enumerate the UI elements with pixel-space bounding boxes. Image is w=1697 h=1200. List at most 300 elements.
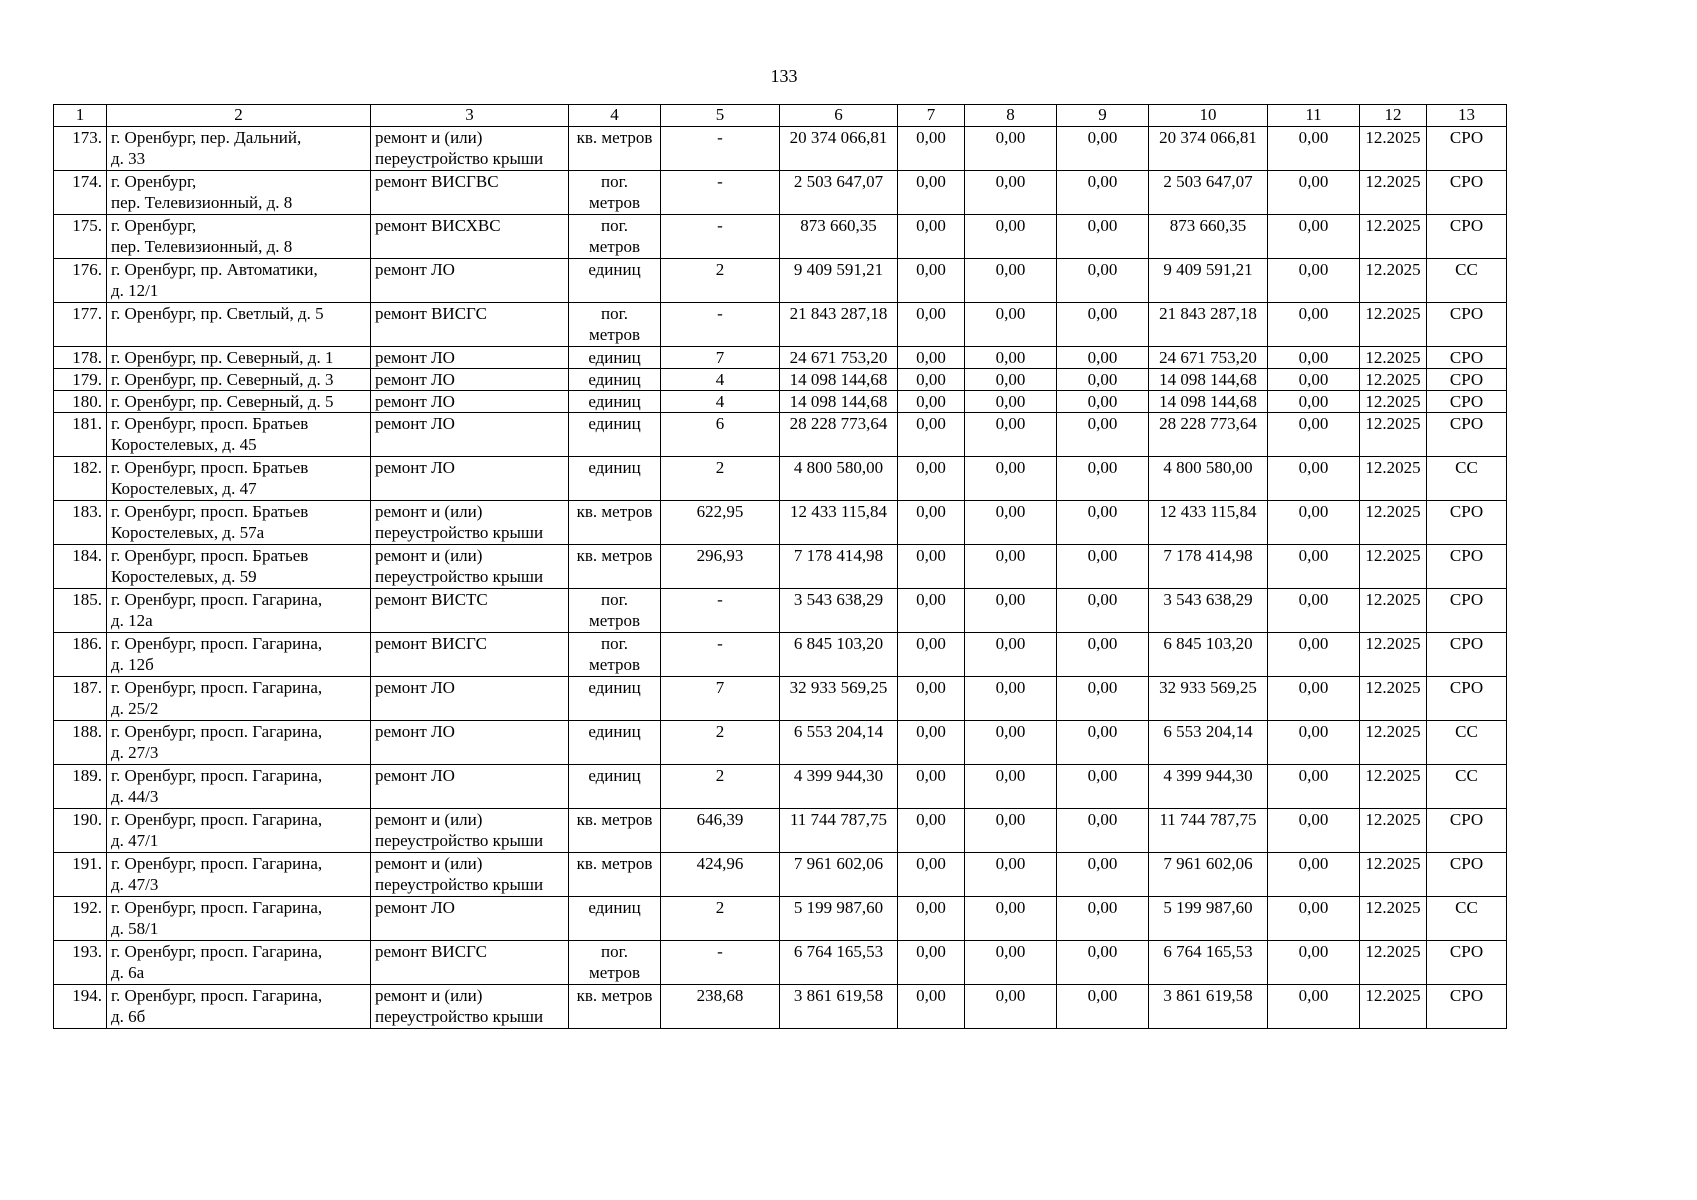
table-row xyxy=(54,501,1507,545)
work-type-cell: ремонт ВИСГС xyxy=(371,303,569,347)
value-cell: 0,00 xyxy=(1057,127,1149,171)
value-cell: 0,00 xyxy=(965,127,1057,171)
value-cell: 14 098 144,68 xyxy=(1149,391,1268,413)
work-type-cell: ремонт ЛО xyxy=(371,369,569,391)
address-cell: г. Оренбург, пр. Северный, д. 1 xyxy=(107,347,371,369)
funding-source-cell: СРО xyxy=(1427,677,1507,721)
table-row xyxy=(54,897,1507,941)
total-cost-cell: 7 178 414,98 xyxy=(780,545,898,589)
value-cell: 0,00 xyxy=(1268,545,1360,589)
value-cell: 0,00 xyxy=(1057,677,1149,721)
work-type-cell: ремонт и (или) переустройство крыши xyxy=(371,545,569,589)
total-cost-cell: 6 845 103,20 xyxy=(780,633,898,677)
completion-date-cell: 12.2025 xyxy=(1360,589,1427,633)
quantity-cell: 2 xyxy=(661,897,780,941)
value-cell: 0,00 xyxy=(898,633,965,677)
value-cell: 0,00 xyxy=(965,765,1057,809)
funding-source-cell: СРО xyxy=(1427,369,1507,391)
funding-source-cell: СРО xyxy=(1427,171,1507,215)
value-cell: 6 553 204,14 xyxy=(1149,721,1268,765)
completion-date-cell: 12.2025 xyxy=(1360,501,1427,545)
table-row xyxy=(54,303,1507,347)
table-row xyxy=(54,369,1507,391)
address-cell: г. Оренбург, просп. Братьев Коростелевых, д. 59 xyxy=(107,545,371,589)
table-row xyxy=(54,545,1507,589)
value-cell: 0,00 xyxy=(1268,391,1360,413)
row-number: 193. xyxy=(54,941,107,985)
value-cell: 0,00 xyxy=(1057,369,1149,391)
quantity-cell: 4 xyxy=(661,391,780,413)
quantity-cell: 6 xyxy=(661,413,780,457)
funding-source-cell: СРО xyxy=(1427,215,1507,259)
funding-source-cell: СРО xyxy=(1427,853,1507,897)
funding-source-cell: СРО xyxy=(1427,303,1507,347)
value-cell: 0,00 xyxy=(1268,413,1360,457)
value-cell: 5 199 987,60 xyxy=(1149,897,1268,941)
unit-cell: кв. метров xyxy=(569,127,661,171)
total-cost-cell: 24 671 753,20 xyxy=(780,347,898,369)
work-type-cell: ремонт ВИСГВС xyxy=(371,171,569,215)
funding-source-cell: СРО xyxy=(1427,545,1507,589)
column-header: 12 xyxy=(1360,105,1427,127)
quantity-cell: 296,93 xyxy=(661,545,780,589)
value-cell: 21 843 287,18 xyxy=(1149,303,1268,347)
row-number: 191. xyxy=(54,853,107,897)
work-type-cell: ремонт ЛО xyxy=(371,677,569,721)
value-cell: 0,00 xyxy=(1268,171,1360,215)
value-cell: 0,00 xyxy=(898,127,965,171)
completion-date-cell: 12.2025 xyxy=(1360,369,1427,391)
funding-source-cell: СРО xyxy=(1427,633,1507,677)
unit-cell: пог. метров xyxy=(569,589,661,633)
value-cell: 24 671 753,20 xyxy=(1149,347,1268,369)
row-number: 192. xyxy=(54,897,107,941)
value-cell: 0,00 xyxy=(898,391,965,413)
work-type-cell: ремонт и (или) переустройство крыши xyxy=(371,853,569,897)
unit-cell: пог. метров xyxy=(569,171,661,215)
column-header: 1 xyxy=(54,105,107,127)
value-cell: 0,00 xyxy=(1057,391,1149,413)
value-cell: 0,00 xyxy=(1057,853,1149,897)
value-cell: 0,00 xyxy=(1268,215,1360,259)
row-number: 186. xyxy=(54,633,107,677)
completion-date-cell: 12.2025 xyxy=(1360,721,1427,765)
value-cell: 0,00 xyxy=(965,171,1057,215)
value-cell: 0,00 xyxy=(1268,809,1360,853)
header-row xyxy=(54,105,1507,127)
unit-cell: кв. метров xyxy=(569,853,661,897)
address-cell: г. Оренбург, просп. Гагарина, д. 47/3 xyxy=(107,853,371,897)
value-cell: 0,00 xyxy=(965,369,1057,391)
table-row xyxy=(54,721,1507,765)
address-cell: г. Оренбург, пр. Светлый, д. 5 xyxy=(107,303,371,347)
work-type-cell: ремонт ВИСГС xyxy=(371,633,569,677)
address-cell: г. Оренбург, пр. Северный, д. 5 xyxy=(107,391,371,413)
value-cell: 0,00 xyxy=(898,809,965,853)
value-cell: 2 503 647,07 xyxy=(1149,171,1268,215)
column-header: 13 xyxy=(1427,105,1507,127)
quantity-cell: - xyxy=(661,303,780,347)
row-number: 189. xyxy=(54,765,107,809)
value-cell: 0,00 xyxy=(965,721,1057,765)
quantity-cell: 2 xyxy=(661,721,780,765)
table-row xyxy=(54,941,1507,985)
value-cell: 0,00 xyxy=(898,589,965,633)
value-cell: 6 764 165,53 xyxy=(1149,941,1268,985)
unit-cell: пог. метров xyxy=(569,941,661,985)
address-cell: г. Оренбург, просп. Братьев Коростелевых, д. 47 xyxy=(107,457,371,501)
value-cell: 0,00 xyxy=(965,809,1057,853)
table-row xyxy=(54,171,1507,215)
address-cell: г. Оренбург, просп. Гагарина, д. 44/3 xyxy=(107,765,371,809)
quantity-cell: 424,96 xyxy=(661,853,780,897)
funding-source-cell: СРО xyxy=(1427,985,1507,1029)
funding-source-cell: СС xyxy=(1427,457,1507,501)
address-cell: г. Оренбург, просп. Гагарина, д. 58/1 xyxy=(107,897,371,941)
value-cell: 0,00 xyxy=(1268,677,1360,721)
unit-cell: пог. метров xyxy=(569,633,661,677)
quantity-cell: - xyxy=(661,589,780,633)
value-cell: 9 409 591,21 xyxy=(1149,259,1268,303)
value-cell: 28 228 773,64 xyxy=(1149,413,1268,457)
completion-date-cell: 12.2025 xyxy=(1360,677,1427,721)
quantity-cell: 2 xyxy=(661,457,780,501)
total-cost-cell: 32 933 569,25 xyxy=(780,677,898,721)
row-number: 176. xyxy=(54,259,107,303)
total-cost-cell: 7 961 602,06 xyxy=(780,853,898,897)
value-cell: 0,00 xyxy=(1268,303,1360,347)
value-cell: 0,00 xyxy=(1057,215,1149,259)
total-cost-cell: 3 861 619,58 xyxy=(780,985,898,1029)
column-header: 3 xyxy=(371,105,569,127)
work-type-cell: ремонт ЛО xyxy=(371,897,569,941)
work-type-cell: ремонт и (или) переустройство крыши xyxy=(371,127,569,171)
completion-date-cell: 12.2025 xyxy=(1360,259,1427,303)
work-type-cell: ремонт ЛО xyxy=(371,413,569,457)
row-number: 185. xyxy=(54,589,107,633)
value-cell: 0,00 xyxy=(1057,259,1149,303)
unit-cell: единиц xyxy=(569,413,661,457)
table-row xyxy=(54,259,1507,303)
completion-date-cell: 12.2025 xyxy=(1360,391,1427,413)
work-type-cell: ремонт ЛО xyxy=(371,391,569,413)
value-cell: 11 744 787,75 xyxy=(1149,809,1268,853)
unit-cell: единиц xyxy=(569,765,661,809)
completion-date-cell: 12.2025 xyxy=(1360,941,1427,985)
table-row xyxy=(54,347,1507,369)
column-header: 9 xyxy=(1057,105,1149,127)
completion-date-cell: 12.2025 xyxy=(1360,853,1427,897)
table-row xyxy=(54,127,1507,171)
completion-date-cell: 12.2025 xyxy=(1360,347,1427,369)
value-cell: 0,00 xyxy=(1057,809,1149,853)
capital-repair-table xyxy=(53,104,1507,1029)
value-cell: 0,00 xyxy=(898,171,965,215)
value-cell: 0,00 xyxy=(965,303,1057,347)
quantity-cell: - xyxy=(661,127,780,171)
quantity-cell: 7 xyxy=(661,677,780,721)
address-cell: г. Оренбург, просп. Гагарина, д. 27/3 xyxy=(107,721,371,765)
value-cell: 0,00 xyxy=(898,413,965,457)
value-cell: 0,00 xyxy=(898,215,965,259)
funding-source-cell: СРО xyxy=(1427,501,1507,545)
row-number: 173. xyxy=(54,127,107,171)
value-cell: 0,00 xyxy=(1268,985,1360,1029)
address-cell: г. Оренбург, просп. Гагарина, д. 12а xyxy=(107,589,371,633)
value-cell: 32 933 569,25 xyxy=(1149,677,1268,721)
address-cell: г. Оренбург, просп. Братьев Коростелевых, д. 45 xyxy=(107,413,371,457)
unit-cell: единиц xyxy=(569,369,661,391)
row-number: 175. xyxy=(54,215,107,259)
total-cost-cell: 4 399 944,30 xyxy=(780,765,898,809)
table-row xyxy=(54,765,1507,809)
value-cell: 0,00 xyxy=(1057,457,1149,501)
value-cell: 0,00 xyxy=(965,259,1057,303)
address-cell: г. Оренбург, просп. Гагарина, д. 25/2 xyxy=(107,677,371,721)
unit-cell: кв. метров xyxy=(569,985,661,1029)
value-cell: 0,00 xyxy=(1057,985,1149,1029)
value-cell: 0,00 xyxy=(898,501,965,545)
value-cell: 0,00 xyxy=(898,369,965,391)
work-type-cell: ремонт ЛО xyxy=(371,457,569,501)
row-number: 181. xyxy=(54,413,107,457)
quantity-cell: 4 xyxy=(661,369,780,391)
completion-date-cell: 12.2025 xyxy=(1360,765,1427,809)
value-cell: 0,00 xyxy=(1268,765,1360,809)
quantity-cell: - xyxy=(661,633,780,677)
value-cell: 0,00 xyxy=(965,633,1057,677)
value-cell: 3 861 619,58 xyxy=(1149,985,1268,1029)
funding-source-cell: СС xyxy=(1427,721,1507,765)
value-cell: 0,00 xyxy=(1268,457,1360,501)
value-cell: 0,00 xyxy=(898,545,965,589)
column-header: 4 xyxy=(569,105,661,127)
funding-source-cell: СРО xyxy=(1427,127,1507,171)
address-cell: г. Оренбург, пр. Автоматики, д. 12/1 xyxy=(107,259,371,303)
value-cell: 7 961 602,06 xyxy=(1149,853,1268,897)
unit-cell: пог. метров xyxy=(569,215,661,259)
funding-source-cell: СРО xyxy=(1427,391,1507,413)
total-cost-cell: 3 543 638,29 xyxy=(780,589,898,633)
value-cell: 0,00 xyxy=(1057,897,1149,941)
total-cost-cell: 14 098 144,68 xyxy=(780,391,898,413)
unit-cell: единиц xyxy=(569,897,661,941)
value-cell: 873 660,35 xyxy=(1149,215,1268,259)
table-row xyxy=(54,853,1507,897)
unit-cell: единиц xyxy=(569,259,661,303)
completion-date-cell: 12.2025 xyxy=(1360,171,1427,215)
unit-cell: кв. метров xyxy=(569,545,661,589)
value-cell: 0,00 xyxy=(965,501,1057,545)
quantity-cell: - xyxy=(661,941,780,985)
unit-cell: единиц xyxy=(569,721,661,765)
unit-cell: кв. метров xyxy=(569,809,661,853)
row-number: 177. xyxy=(54,303,107,347)
value-cell: 0,00 xyxy=(1268,897,1360,941)
unit-cell: единиц xyxy=(569,677,661,721)
row-number: 174. xyxy=(54,171,107,215)
total-cost-cell: 6 553 204,14 xyxy=(780,721,898,765)
value-cell: 0,00 xyxy=(1268,633,1360,677)
quantity-cell: 7 xyxy=(661,347,780,369)
value-cell: 0,00 xyxy=(898,303,965,347)
column-header: 7 xyxy=(898,105,965,127)
funding-source-cell: СРО xyxy=(1427,589,1507,633)
funding-source-cell: СРО xyxy=(1427,941,1507,985)
unit-cell: пог. метров xyxy=(569,303,661,347)
value-cell: 0,00 xyxy=(965,853,1057,897)
row-number: 188. xyxy=(54,721,107,765)
funding-source-cell: СС xyxy=(1427,259,1507,303)
value-cell: 0,00 xyxy=(1268,369,1360,391)
column-header: 5 xyxy=(661,105,780,127)
completion-date-cell: 12.2025 xyxy=(1360,413,1427,457)
quantity-cell: 622,95 xyxy=(661,501,780,545)
value-cell: 0,00 xyxy=(1057,347,1149,369)
value-cell: 0,00 xyxy=(965,941,1057,985)
row-number: 183. xyxy=(54,501,107,545)
value-cell: 0,00 xyxy=(898,853,965,897)
funding-source-cell: СС xyxy=(1427,765,1507,809)
value-cell: 0,00 xyxy=(1268,941,1360,985)
quantity-cell: 238,68 xyxy=(661,985,780,1029)
quantity-cell: 646,39 xyxy=(661,809,780,853)
completion-date-cell: 12.2025 xyxy=(1360,633,1427,677)
work-type-cell: ремонт ЛО xyxy=(371,347,569,369)
value-cell: 0,00 xyxy=(1057,633,1149,677)
value-cell: 14 098 144,68 xyxy=(1149,369,1268,391)
value-cell: 0,00 xyxy=(1268,721,1360,765)
row-number: 184. xyxy=(54,545,107,589)
table-row xyxy=(54,215,1507,259)
unit-cell: кв. метров xyxy=(569,501,661,545)
column-header: 2 xyxy=(107,105,371,127)
column-header: 10 xyxy=(1149,105,1268,127)
row-number: 180. xyxy=(54,391,107,413)
address-cell: г. Оренбург, пер. Дальний, д. 33 xyxy=(107,127,371,171)
total-cost-cell: 4 800 580,00 xyxy=(780,457,898,501)
value-cell: 0,00 xyxy=(965,677,1057,721)
address-cell: г. Оренбург, просп. Гагарина, д. 47/1 xyxy=(107,809,371,853)
work-type-cell: ремонт ВИСГС xyxy=(371,941,569,985)
value-cell: 0,00 xyxy=(1057,721,1149,765)
value-cell: 0,00 xyxy=(1268,347,1360,369)
completion-date-cell: 12.2025 xyxy=(1360,457,1427,501)
completion-date-cell: 12.2025 xyxy=(1360,985,1427,1029)
total-cost-cell: 6 764 165,53 xyxy=(780,941,898,985)
address-cell: г. Оренбург, пр. Северный, д. 3 xyxy=(107,369,371,391)
work-type-cell: ремонт ЛО xyxy=(371,765,569,809)
funding-source-cell: СС xyxy=(1427,897,1507,941)
value-cell: 0,00 xyxy=(898,457,965,501)
value-cell: 0,00 xyxy=(898,897,965,941)
value-cell: 0,00 xyxy=(1268,853,1360,897)
funding-source-cell: СРО xyxy=(1427,413,1507,457)
value-cell: 0,00 xyxy=(898,765,965,809)
table-row xyxy=(54,633,1507,677)
total-cost-cell: 28 228 773,64 xyxy=(780,413,898,457)
unit-cell: единиц xyxy=(569,391,661,413)
column-header: 8 xyxy=(965,105,1057,127)
completion-date-cell: 12.2025 xyxy=(1360,897,1427,941)
value-cell: 0,00 xyxy=(898,721,965,765)
value-cell: 6 845 103,20 xyxy=(1149,633,1268,677)
value-cell: 0,00 xyxy=(898,677,965,721)
address-cell: г. Оренбург, просп. Гагарина, д. 6б xyxy=(107,985,371,1029)
unit-cell: единиц xyxy=(569,347,661,369)
quantity-cell: - xyxy=(661,171,780,215)
value-cell: 4 800 580,00 xyxy=(1149,457,1268,501)
value-cell: 0,00 xyxy=(965,897,1057,941)
funding-source-cell: СРО xyxy=(1427,347,1507,369)
value-cell: 7 178 414,98 xyxy=(1149,545,1268,589)
work-type-cell: ремонт ЛО xyxy=(371,259,569,303)
value-cell: 0,00 xyxy=(898,985,965,1029)
table-row xyxy=(54,589,1507,633)
total-cost-cell: 873 660,35 xyxy=(780,215,898,259)
value-cell: 0,00 xyxy=(1057,545,1149,589)
column-header: 6 xyxy=(780,105,898,127)
row-number: 194. xyxy=(54,985,107,1029)
work-type-cell: ремонт ВИСТС xyxy=(371,589,569,633)
total-cost-cell: 12 433 115,84 xyxy=(780,501,898,545)
address-cell: г. Оренбург, пер. Телевизионный, д. 8 xyxy=(107,215,371,259)
value-cell: 0,00 xyxy=(1268,259,1360,303)
total-cost-cell: 20 374 066,81 xyxy=(780,127,898,171)
row-number: 182. xyxy=(54,457,107,501)
page-number: 133 xyxy=(770,66,798,86)
address-cell: г. Оренбург, просп. Гагарина, д. 12б xyxy=(107,633,371,677)
table-body xyxy=(54,127,1507,1029)
value-cell: 0,00 xyxy=(965,347,1057,369)
table-row xyxy=(54,457,1507,501)
quantity-cell: - xyxy=(661,215,780,259)
value-cell: 0,00 xyxy=(1057,303,1149,347)
total-cost-cell: 21 843 287,18 xyxy=(780,303,898,347)
funding-source-cell: СРО xyxy=(1427,809,1507,853)
value-cell: 12 433 115,84 xyxy=(1149,501,1268,545)
value-cell: 0,00 xyxy=(1268,127,1360,171)
row-number: 179. xyxy=(54,369,107,391)
value-cell: 0,00 xyxy=(898,259,965,303)
address-cell: г. Оренбург, просп. Братьев Коростелевых, д. 57а xyxy=(107,501,371,545)
value-cell: 0,00 xyxy=(965,589,1057,633)
value-cell: 0,00 xyxy=(965,985,1057,1029)
value-cell: 20 374 066,81 xyxy=(1149,127,1268,171)
completion-date-cell: 12.2025 xyxy=(1360,127,1427,171)
value-cell: 0,00 xyxy=(965,215,1057,259)
total-cost-cell: 2 503 647,07 xyxy=(780,171,898,215)
quantity-cell: 2 xyxy=(661,765,780,809)
total-cost-cell: 5 199 987,60 xyxy=(780,897,898,941)
total-cost-cell: 9 409 591,21 xyxy=(780,259,898,303)
value-cell: 0,00 xyxy=(898,347,965,369)
table-row xyxy=(54,677,1507,721)
table-row xyxy=(54,413,1507,457)
value-cell: 0,00 xyxy=(1057,501,1149,545)
value-cell: 0,00 xyxy=(1057,765,1149,809)
total-cost-cell: 14 098 144,68 xyxy=(780,369,898,391)
address-cell: г. Оренбург, пер. Телевизионный, д. 8 xyxy=(107,171,371,215)
column-header: 11 xyxy=(1268,105,1360,127)
table-row xyxy=(54,391,1507,413)
row-number: 190. xyxy=(54,809,107,853)
completion-date-cell: 12.2025 xyxy=(1360,303,1427,347)
value-cell: 3 543 638,29 xyxy=(1149,589,1268,633)
row-number: 187. xyxy=(54,677,107,721)
value-cell: 0,00 xyxy=(965,545,1057,589)
work-type-cell: ремонт ВИСХВС xyxy=(371,215,569,259)
